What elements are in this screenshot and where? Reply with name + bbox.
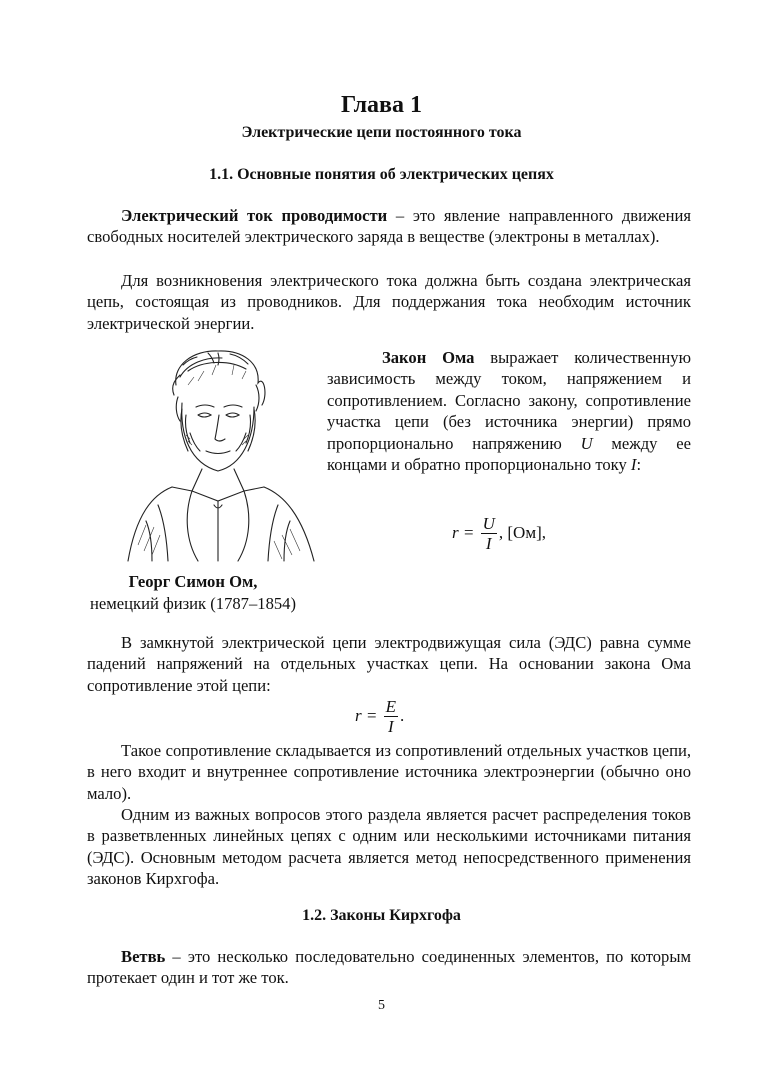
fraction-denominator: I [485, 534, 492, 553]
symbol-voltage: U [580, 433, 593, 453]
formula-ohms-law [452, 514, 546, 554]
section-heading-1-2: 1.2. Законы Кирхгофа [302, 907, 461, 924]
paragraph-branch-definition [87, 946, 691, 989]
chapter-subtitle: Электрические цепи постоянного тока [241, 124, 522, 141]
caption-name: Георг Симон Ом, [128, 572, 258, 591]
paragraph-circuit-source: Для возникновения электрического тока должна быть создана электрическая цепь, состоящая из проводников. Для поддержания тока необходим источник электрической энергии. [87, 271, 691, 333]
fraction-numerator: E [385, 697, 396, 716]
paragraph-ohms-law [327, 347, 691, 475]
portrait-engraving [118, 345, 333, 565]
term-ohms-law: Закон Ома [382, 348, 475, 367]
section-heading-1-1: 1.1. Основные понятия об электрических цепях [209, 166, 554, 183]
formula-circuit-resistance [355, 697, 404, 737]
fraction [384, 697, 398, 737]
paragraph-text: – это явление направленного движения свободных носителей электрического заряда в веществе (электроны в металлах). [87, 206, 691, 247]
formula-lhs: r = [452, 522, 475, 542]
fraction [481, 514, 497, 554]
term-branch: Ветвь [121, 947, 166, 966]
paragraph-current-definition [87, 205, 691, 248]
portrait-georg-ohm [118, 345, 333, 565]
paragraph-kirchhoff-method: Одним из важных вопросов этого раздела является расчет распределения токов в разветвленных линейных цепях с одним или несколькими источниками питания (ЭДС). Основным методом расчета является метод непосредственного применения законов Кирхгофа. [87, 805, 691, 889]
ohm-text-2: между ее концами и обратно пропорционально току [327, 433, 691, 475]
paragraph-internal-resistance: Такое сопротивление складывается из сопротивлений отдельных участков цепи, в него входит и внутреннее сопротивление источника электроэнергии (обычно оно мало). [87, 741, 691, 803]
fraction-denominator: I [387, 717, 394, 736]
ohm-text-1: выражает количественную зависимость между током, напряжением и сопротивлением. Согласно закону, сопротивление участка цепи (без источника энергии) прямо пропорционально напряжению [327, 348, 691, 453]
paragraph-text: – это несколько последовательно соединенных элементов, по которым протекает один и тот же ток. [87, 947, 691, 988]
formula-unit: , [Ом], [498, 522, 546, 542]
page-number: 5 [378, 998, 385, 1013]
term-conduction-current: Электрический ток проводимости [121, 206, 388, 225]
formula-lhs: r = [355, 705, 378, 725]
ohm-text-3: : [636, 455, 642, 475]
portrait-caption [56, 571, 330, 615]
fraction-numerator: U [482, 514, 495, 533]
chapter-title: Глава 1 [341, 92, 422, 118]
paragraph-emf: В замкнутой электрической цепи электродвижущая сила (ЭДС) равна сумме падений напряжений на отдельных участках цепи. На основании закона Ома сопротивление этой цепи: [87, 633, 691, 695]
caption-description: немецкий физик (1787–1854) [90, 594, 296, 613]
symbol-current: I [630, 455, 637, 475]
formula-end: . [399, 705, 405, 725]
